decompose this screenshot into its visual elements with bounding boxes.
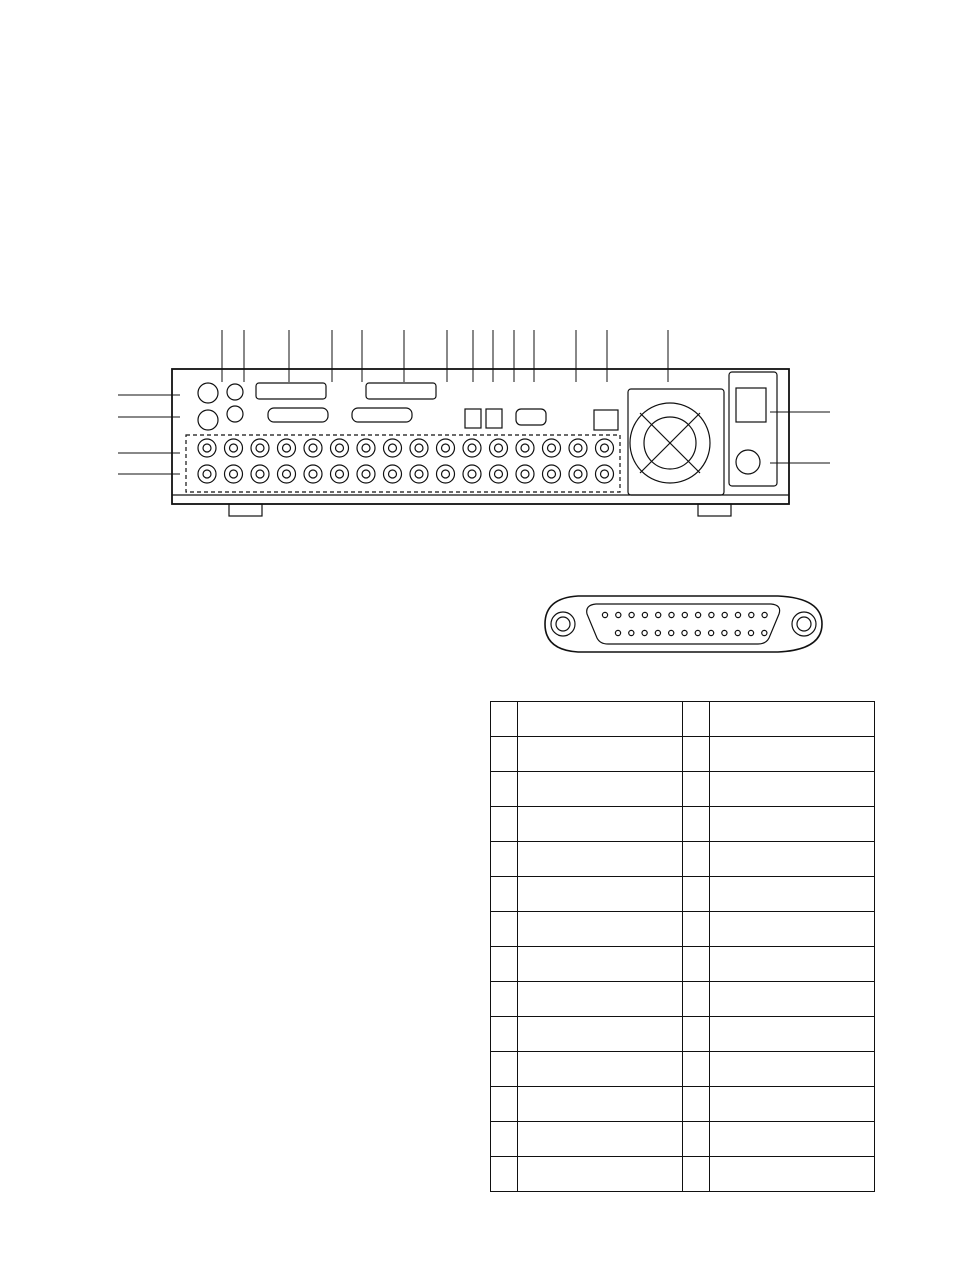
signal-cell — [710, 912, 875, 947]
signal-cell — [518, 982, 683, 1017]
bnc-connector — [304, 465, 322, 483]
signal-cell — [518, 1157, 683, 1192]
bnc-connector — [516, 465, 534, 483]
pin-hole — [629, 612, 634, 617]
bnc-connector — [596, 465, 614, 483]
bnc-connector — [463, 439, 481, 457]
pin-hole — [642, 612, 647, 617]
bnc-connector — [251, 465, 269, 483]
bnc-connector — [437, 465, 455, 483]
signal-cell — [518, 877, 683, 912]
bnc-connector — [437, 439, 455, 457]
bnc-connector — [569, 439, 587, 457]
bnc-connector — [410, 465, 428, 483]
bnc-connector — [490, 465, 508, 483]
bnc-connector — [543, 439, 561, 457]
connector-4 — [352, 408, 412, 422]
power-switch — [736, 450, 760, 474]
pin-hole — [748, 630, 753, 635]
bnc-connector — [225, 465, 243, 483]
pin-hole — [669, 612, 674, 617]
pin-number-cell — [683, 737, 710, 772]
pin-hole — [615, 630, 620, 635]
port-b — [486, 409, 502, 428]
bnc-connector — [357, 465, 375, 483]
signal-cell — [518, 1017, 683, 1052]
pin-hole — [735, 612, 740, 617]
pin-number-cell — [491, 947, 518, 982]
pin-hole — [655, 630, 660, 635]
pin-number-cell — [683, 702, 710, 737]
chassis — [172, 369, 789, 516]
signal-cell — [710, 1087, 875, 1122]
jack-3 — [227, 384, 243, 400]
pin-assignment-table — [490, 701, 875, 1192]
lan-port — [594, 410, 618, 430]
pin-hole — [602, 612, 607, 617]
table-row — [491, 877, 875, 912]
table-row — [491, 772, 875, 807]
table-row — [491, 702, 875, 737]
table-row — [491, 912, 875, 947]
pin-number-cell — [491, 772, 518, 807]
pin-number-cell — [491, 807, 518, 842]
callout-leader-lines — [118, 330, 830, 474]
pin-number-cell — [491, 877, 518, 912]
pin-hole — [696, 612, 701, 617]
pin-hole — [695, 630, 700, 635]
pin-hole — [709, 630, 714, 635]
pin-number-cell — [683, 842, 710, 877]
signal-cell — [518, 1052, 683, 1087]
pin-hole — [642, 630, 647, 635]
pin-hole — [682, 612, 687, 617]
connector-2 — [268, 408, 328, 422]
pin-number-cell — [491, 1052, 518, 1087]
pin-number-cell — [683, 1017, 710, 1052]
bnc-connector — [463, 465, 481, 483]
signal-cell — [518, 807, 683, 842]
bnc-connector — [543, 465, 561, 483]
pin-hole — [762, 630, 767, 635]
bnc-connector — [516, 439, 534, 457]
port-a — [465, 409, 481, 428]
table-row — [491, 842, 875, 877]
signal-cell — [710, 1052, 875, 1087]
table-row — [491, 1017, 875, 1052]
pin-number-cell — [683, 947, 710, 982]
pin-number-cell — [683, 772, 710, 807]
pin-number-cell — [683, 877, 710, 912]
table-row — [491, 737, 875, 772]
table-row — [491, 982, 875, 1017]
bnc-connector — [357, 439, 375, 457]
pin-number-cell — [683, 807, 710, 842]
bnc-connector — [569, 465, 587, 483]
signal-cell — [518, 1122, 683, 1157]
signal-cell — [518, 737, 683, 772]
signal-cell — [710, 947, 875, 982]
signal-cell — [710, 1122, 875, 1157]
pin-hole — [722, 612, 727, 617]
bnc-connector — [278, 465, 296, 483]
signal-cell — [710, 1157, 875, 1192]
bnc-connector — [198, 465, 216, 483]
pin-hole — [656, 612, 661, 617]
connector-1 — [256, 383, 326, 399]
pin-number-cell — [491, 702, 518, 737]
bnc-connector — [410, 439, 428, 457]
bnc-connector — [331, 465, 349, 483]
bnc-connector — [490, 439, 508, 457]
pin-number-cell — [491, 982, 518, 1017]
bnc-connectors — [198, 439, 614, 483]
bnc-connector — [278, 439, 296, 457]
signal-cell — [518, 702, 683, 737]
bnc-connector — [384, 465, 402, 483]
pin-hole — [669, 630, 674, 635]
pin-hole — [616, 612, 621, 617]
table-row — [491, 1052, 875, 1087]
table-row — [491, 1087, 875, 1122]
signal-cell — [710, 807, 875, 842]
right-foot — [698, 504, 731, 516]
table-row — [491, 1157, 875, 1192]
pin-hole — [682, 630, 687, 635]
pin-number-cell — [491, 737, 518, 772]
pin-hole — [749, 612, 754, 617]
signal-cell — [518, 1087, 683, 1122]
table-row — [491, 1122, 875, 1157]
bnc-connector — [225, 439, 243, 457]
pin-number-cell — [491, 1122, 518, 1157]
ac-inlet — [736, 388, 766, 422]
signal-cell — [710, 702, 875, 737]
pin-hole — [762, 612, 767, 617]
bnc-connector — [331, 439, 349, 457]
jack-4 — [227, 406, 243, 422]
bnc-connector — [304, 439, 322, 457]
signal-cell — [518, 842, 683, 877]
signal-cell — [710, 737, 875, 772]
serial-port — [516, 409, 546, 425]
signal-cell — [518, 912, 683, 947]
pin-hole — [709, 612, 714, 617]
bnc-connector — [596, 439, 614, 457]
d-sub-25-pin-connector — [545, 596, 822, 652]
pin-number-cell — [683, 1157, 710, 1192]
pin-number-cell — [491, 842, 518, 877]
pin-number-cell — [683, 1122, 710, 1157]
connector-3 — [366, 383, 436, 399]
pin-number-cell — [683, 912, 710, 947]
pin-number-cell — [683, 1087, 710, 1122]
pin-hole — [735, 630, 740, 635]
signal-cell — [710, 982, 875, 1017]
pin-number-cell — [491, 912, 518, 947]
bnc-connector — [198, 439, 216, 457]
signal-cell — [710, 842, 875, 877]
table-row — [491, 947, 875, 982]
pin-hole — [629, 630, 634, 635]
bnc-connector — [251, 439, 269, 457]
jack-1 — [198, 383, 218, 403]
left-foot — [229, 504, 262, 516]
signal-cell — [710, 877, 875, 912]
pin-number-cell — [491, 1017, 518, 1052]
signal-cell — [710, 772, 875, 807]
pin-number-cell — [683, 1052, 710, 1087]
signal-cell — [518, 947, 683, 982]
bnc-block — [186, 435, 620, 492]
jack-2 — [198, 410, 218, 430]
pin-number-cell — [683, 982, 710, 1017]
signal-cell — [710, 1017, 875, 1052]
pin-number-cell — [491, 1087, 518, 1122]
pin-hole — [722, 630, 727, 635]
pin-number-cell — [491, 1157, 518, 1192]
signal-cell — [518, 772, 683, 807]
bnc-connector — [384, 439, 402, 457]
table-row — [491, 807, 875, 842]
